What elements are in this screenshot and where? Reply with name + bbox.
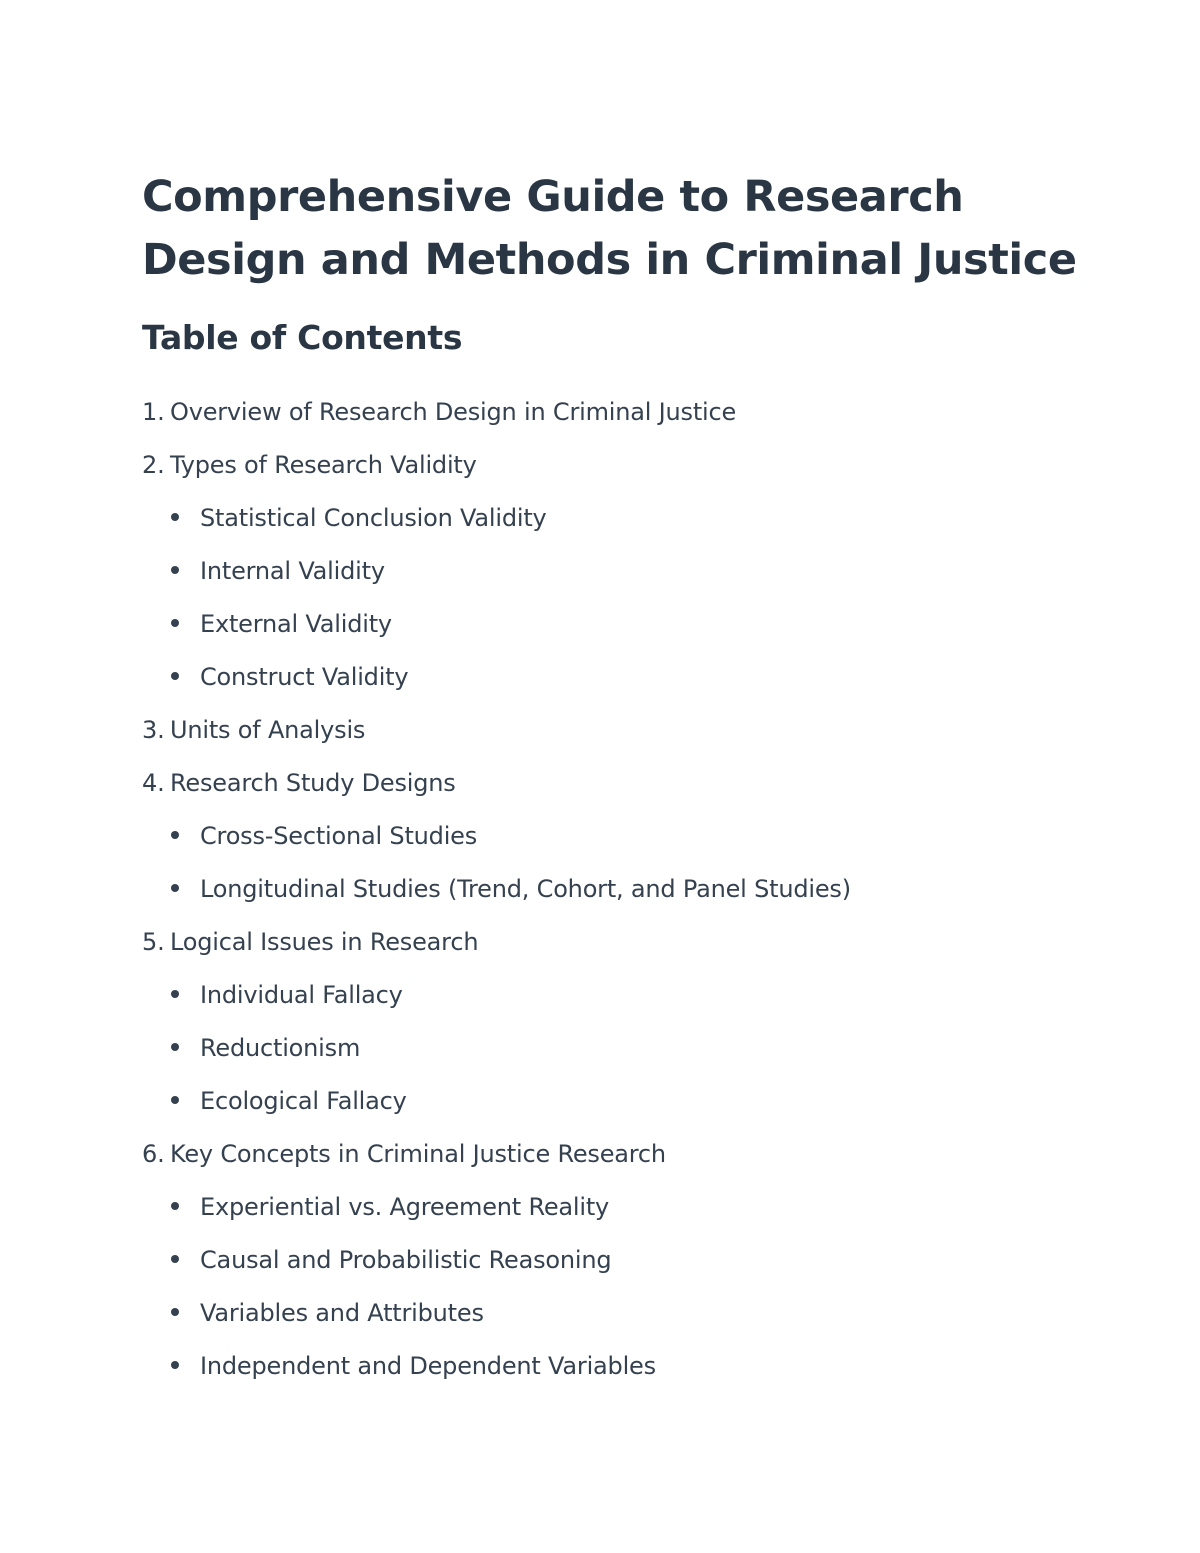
document-title: Comprehensive Guide to Research Design and Methods in Criminal Justice <box>142 172 1077 285</box>
bullet-icon <box>171 1202 179 1210</box>
toc-section-number: 1. <box>142 398 165 426</box>
toc-section-number: 3. <box>142 716 165 744</box>
toc-heading: Table of Contents <box>142 318 463 357</box>
toc-subitem-label: Statistical Conclusion Validity <box>200 504 547 532</box>
toc-section-4 <box>142 757 1102 810</box>
toc-subitem <box>142 810 1102 863</box>
toc-section-5 <box>142 916 1102 969</box>
toc-subitem-label: Causal and Probabilistic Reasoning <box>200 1246 612 1274</box>
toc-subitem-label: Cross-Sectional Studies <box>200 822 478 850</box>
bullet-icon <box>171 513 179 521</box>
toc-subitem-label: Reductionism <box>200 1034 361 1062</box>
toc-subitem-label: Individual Fallacy <box>200 981 403 1009</box>
toc-subitem <box>142 863 1102 916</box>
toc-section-label: Types of Research Validity <box>170 451 477 479</box>
toc-section-1 <box>142 386 1102 439</box>
toc-subitem <box>142 545 1102 598</box>
toc-subitem <box>142 1340 1102 1393</box>
toc-subitem <box>142 651 1102 704</box>
toc-subitem <box>142 1022 1102 1075</box>
bullet-icon <box>171 1361 179 1369</box>
toc-section-6 <box>142 1128 1102 1181</box>
table-of-contents <box>142 386 1102 1393</box>
toc-subitem <box>142 1234 1102 1287</box>
toc-subitem-label: Longitudinal Studies (Trend, Cohort, and Panel Studies) <box>200 875 851 903</box>
toc-section-number: 6. <box>142 1140 165 1168</box>
toc-subitem-label: External Validity <box>200 610 392 638</box>
toc-subitem-label: Independent and Dependent Variables <box>200 1352 656 1380</box>
bullet-icon <box>171 1308 179 1316</box>
toc-section-number: 2. <box>142 451 165 479</box>
bullet-icon <box>171 1043 179 1051</box>
toc-subitem-label: Ecological Fallacy <box>200 1087 407 1115</box>
bullet-icon <box>171 1255 179 1263</box>
toc-section-label: Units of Analysis <box>170 716 366 744</box>
toc-section-number: 5. <box>142 928 165 956</box>
document-page <box>142 166 1102 1393</box>
toc-section-label: Research Study Designs <box>170 769 456 797</box>
toc-subitem <box>142 492 1102 545</box>
toc-section-label: Key Concepts in Criminal Justice Research <box>170 1140 666 1168</box>
bullet-icon <box>171 672 179 680</box>
bullet-icon <box>171 990 179 998</box>
toc-subitem-label: Construct Validity <box>200 663 409 691</box>
toc-section-number: 4. <box>142 769 165 797</box>
toc-section-3 <box>142 704 1102 757</box>
bullet-icon <box>171 619 179 627</box>
bullet-icon <box>171 884 179 892</box>
toc-section-label: Logical Issues in Research <box>170 928 479 956</box>
bullet-icon <box>171 566 179 574</box>
bullet-icon <box>171 831 179 839</box>
toc-subitem-label: Internal Validity <box>200 557 385 585</box>
toc-subitem <box>142 969 1102 1022</box>
toc-subitem <box>142 1075 1102 1128</box>
toc-section-label: Overview of Research Design in Criminal Justice <box>170 398 737 426</box>
toc-subitem <box>142 1287 1102 1340</box>
toc-subitem <box>142 1181 1102 1234</box>
toc-subitem <box>142 598 1102 651</box>
toc-subitem-label: Variables and Attributes <box>200 1299 484 1327</box>
bullet-icon <box>171 1096 179 1104</box>
toc-section-2 <box>142 439 1102 492</box>
toc-subitem-label: Experiential vs. Agreement Reality <box>200 1193 610 1221</box>
